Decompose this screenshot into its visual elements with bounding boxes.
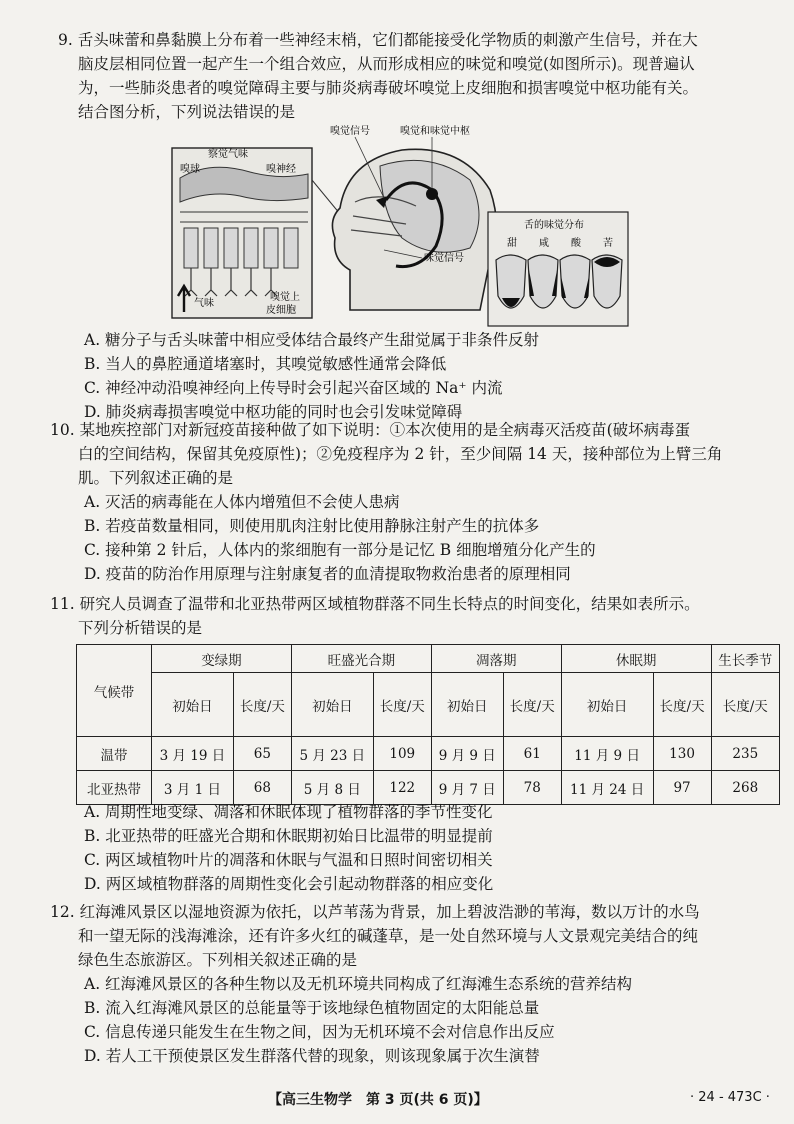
data-cell: 109 (373, 737, 431, 771)
sub-header: 长度/天 (233, 673, 291, 737)
tongue-sour (560, 255, 590, 308)
label-olfactory-nerve: 嗅神经 (266, 164, 296, 175)
label-smell-taste-center: 嗅觉和味觉中枢 (400, 126, 470, 137)
q12-option-b: B. 流入红海滩风景区的总能量等于该地绿色植物固定的太阳能总量 (84, 999, 540, 1017)
header-period: 生长季节 (711, 645, 779, 673)
q10-stem-line: 白的空间结构，保留其免疫原性)；②免疫程序为 2 针，至少间隔 14 天，接种部位为上臂三角 (78, 445, 723, 463)
data-cell: 11 月 24 日 (561, 771, 653, 805)
header-period: 旺盛光合期 (291, 645, 431, 673)
label-tongue-title: 舌的味觉分布 (524, 220, 584, 231)
label-taste-sweet: 甜 (507, 238, 517, 249)
q10-stem-line: 肌。下列叙述正确的是 (78, 469, 234, 487)
table-corner: 气候带 (77, 645, 152, 737)
label-olfactory-bulb: 嗅球 (180, 164, 200, 175)
data-cell: 65 (233, 737, 291, 771)
label-smell-signal: 嗅觉信号 (330, 126, 370, 137)
q9-option-a: A. 糖分子与舌头味蕾中相应受体结合最终产生甜觉属于非条件反射 (84, 331, 540, 349)
sub-header: 初始日 (291, 673, 373, 737)
q11-stem-line: 11. 研究人员调查了温带和北亚热带两区域植物群落不同生长特点的时间变化，结果如表所示。 (50, 595, 700, 613)
q10-stem-line: 10. 某地疾控部门对新冠疫苗接种做了如下说明：①本次使用的是全病毒灭活疫苗(破坏病毒蛋 (50, 421, 691, 439)
tongue-salty (528, 255, 558, 308)
data-cell: 268 (711, 771, 779, 805)
data-cell: 3 月 1 日 (152, 771, 234, 805)
data-cell: 9 月 9 日 (431, 737, 503, 771)
zone-cell: 温带 (77, 737, 152, 771)
label-taste-bitter: 苦 (603, 238, 613, 249)
label-taste-salty: 咸 (539, 238, 549, 249)
data-cell: 11 月 9 日 (561, 737, 653, 771)
q12-option-c: C. 信息传递只能发生在生物之间，因为无机环境不会对信息作出反应 (84, 1023, 555, 1041)
question-9 (58, 28, 774, 124)
taste-smell-figure (170, 120, 630, 330)
header-period: 休眠期 (561, 645, 711, 673)
data-cell: 122 (373, 771, 431, 805)
q9-options (58, 328, 774, 424)
label-epithelium-2: 皮细胞 (266, 305, 296, 316)
q11-option-d: D. 两区域植物群落的周期性变化会引起动物群落的相应变化 (84, 875, 494, 893)
sub-header: 长度/天 (653, 673, 711, 737)
q9-option-b: B. 当人的鼻腔通道堵塞时，其嗅觉敏感性通常会降低 (84, 355, 447, 373)
sub-header: 长度/天 (373, 673, 431, 737)
label-taste-sour: 酸 (571, 238, 581, 249)
q12-stem-line: 和一望无际的浅海滩涂，还有许多火红的碱蓬草，是一处自然环境与人文景观完美结合的纯 (78, 927, 699, 945)
q11-stem-line: 下列分析错误的是 (78, 619, 203, 637)
q11-options (50, 800, 780, 896)
q11-option-b: B. 北亚热带的旺盛光合期和休眠期初始日比温带的明显提前 (84, 827, 493, 845)
data-cell: 235 (711, 737, 779, 771)
question-10 (50, 418, 780, 586)
header-period: 变绿期 (152, 645, 292, 673)
q10-option-c: C. 接种第 2 针后，人体内的浆细胞有一部分是记忆 B 细胞增殖分化产生的 (84, 541, 596, 559)
exam-code: · 24 - 473C · (690, 1090, 770, 1105)
q12-stem-line: 12. 红海滩风景区以湿地资源为依托，以芦苇荡为背景，加上碧波浩渺的苇海，数以万计的水鸟 (50, 903, 700, 921)
q9-stem-line: 为，一些肺炎患者的嗅觉障碍主要与肺炎病毒破坏嗅觉上皮细胞和损害嗅觉中枢功能有关。 (78, 79, 699, 97)
q9-stem-line: 9. 舌头味蕾和鼻黏膜上分布着一些神经末梢，它们都能接受化学物质的刺激产生信号，并在大 (58, 31, 698, 49)
data-cell: 68 (233, 771, 291, 805)
data-cell: 9 月 7 日 (431, 771, 503, 805)
q11-option-c: C. 两区域植物叶片的凋落和休眠与气温和日照时间密切相关 (84, 851, 493, 869)
q10-option-b: B. 若疫苗数量相同，则使用肌肉注射比使用静脉注射产生的抗体多 (84, 517, 540, 535)
data-cell: 130 (653, 737, 711, 771)
data-cell: 5 月 23 日 (291, 737, 373, 771)
q11-option-a: A. 周期性地变绿、凋落和休眠体现了植物群落的季节性变化 (84, 803, 493, 821)
q10-option-a: A. 灭活的病毒能在人体内增殖但不会使人患病 (84, 493, 400, 511)
sub-header: 初始日 (561, 673, 653, 737)
q9-option-c: C. 神经冲动沿嗅神经向上传导时会引起兴奋区域的 Na⁺ 内流 (84, 379, 503, 397)
q9-stem-line: 结合图分析，下列说法错误的是 (78, 103, 296, 121)
page-footer: 【高三生物学 第 3 页(共 6 页)】 (268, 1092, 488, 1108)
question-12 (50, 900, 780, 1068)
question-11 (50, 592, 780, 640)
sub-header: 初始日 (431, 673, 503, 737)
q9-option-d: D. 肺炎病毒损害嗅觉中枢功能的同时也会引发味觉障碍 (84, 403, 463, 421)
zone-cell: 北亚热带 (77, 771, 152, 805)
label-odor: 气味 (194, 298, 214, 309)
q12-option-a: A. 红海滩风景区的各种生物以及无机环境共同构成了红海滩生态系统的营养结构 (84, 975, 633, 993)
q12-option-d: D. 若人工干预使景区发生群落代替的现象，则该现象属于次生演替 (84, 1047, 540, 1065)
table-row (77, 737, 780, 771)
data-cell: 61 (503, 737, 561, 771)
q12-stem-line: 绿色生态旅游区。下列相关叙述正确的是 (78, 951, 358, 969)
label-detect-odor: 察觉气味 (208, 149, 248, 160)
sub-header: 长度/天 (503, 673, 561, 737)
sub-header: 初始日 (152, 673, 234, 737)
q9-stem-line: 脑皮层相同位置一起产生一个组合效应，从而形成相应的味觉和嗅觉(如图所示)。现普遍认 (78, 55, 695, 73)
data-cell: 5 月 8 日 (291, 771, 373, 805)
label-epithelium-1: 嗅觉上 (270, 292, 300, 303)
header-period: 凋落期 (431, 645, 561, 673)
data-cell: 97 (653, 771, 711, 805)
sub-header: 长度/天 (711, 673, 779, 737)
q10-option-d: D. 疫苗的防治作用原理与注射康复者的血清提取物救治患者的原理相同 (84, 565, 571, 583)
data-cell: 78 (503, 771, 561, 805)
data-cell: 3 月 19 日 (152, 737, 234, 771)
label-taste-signal: 味觉信号 (424, 253, 464, 264)
growth-table (76, 644, 780, 805)
